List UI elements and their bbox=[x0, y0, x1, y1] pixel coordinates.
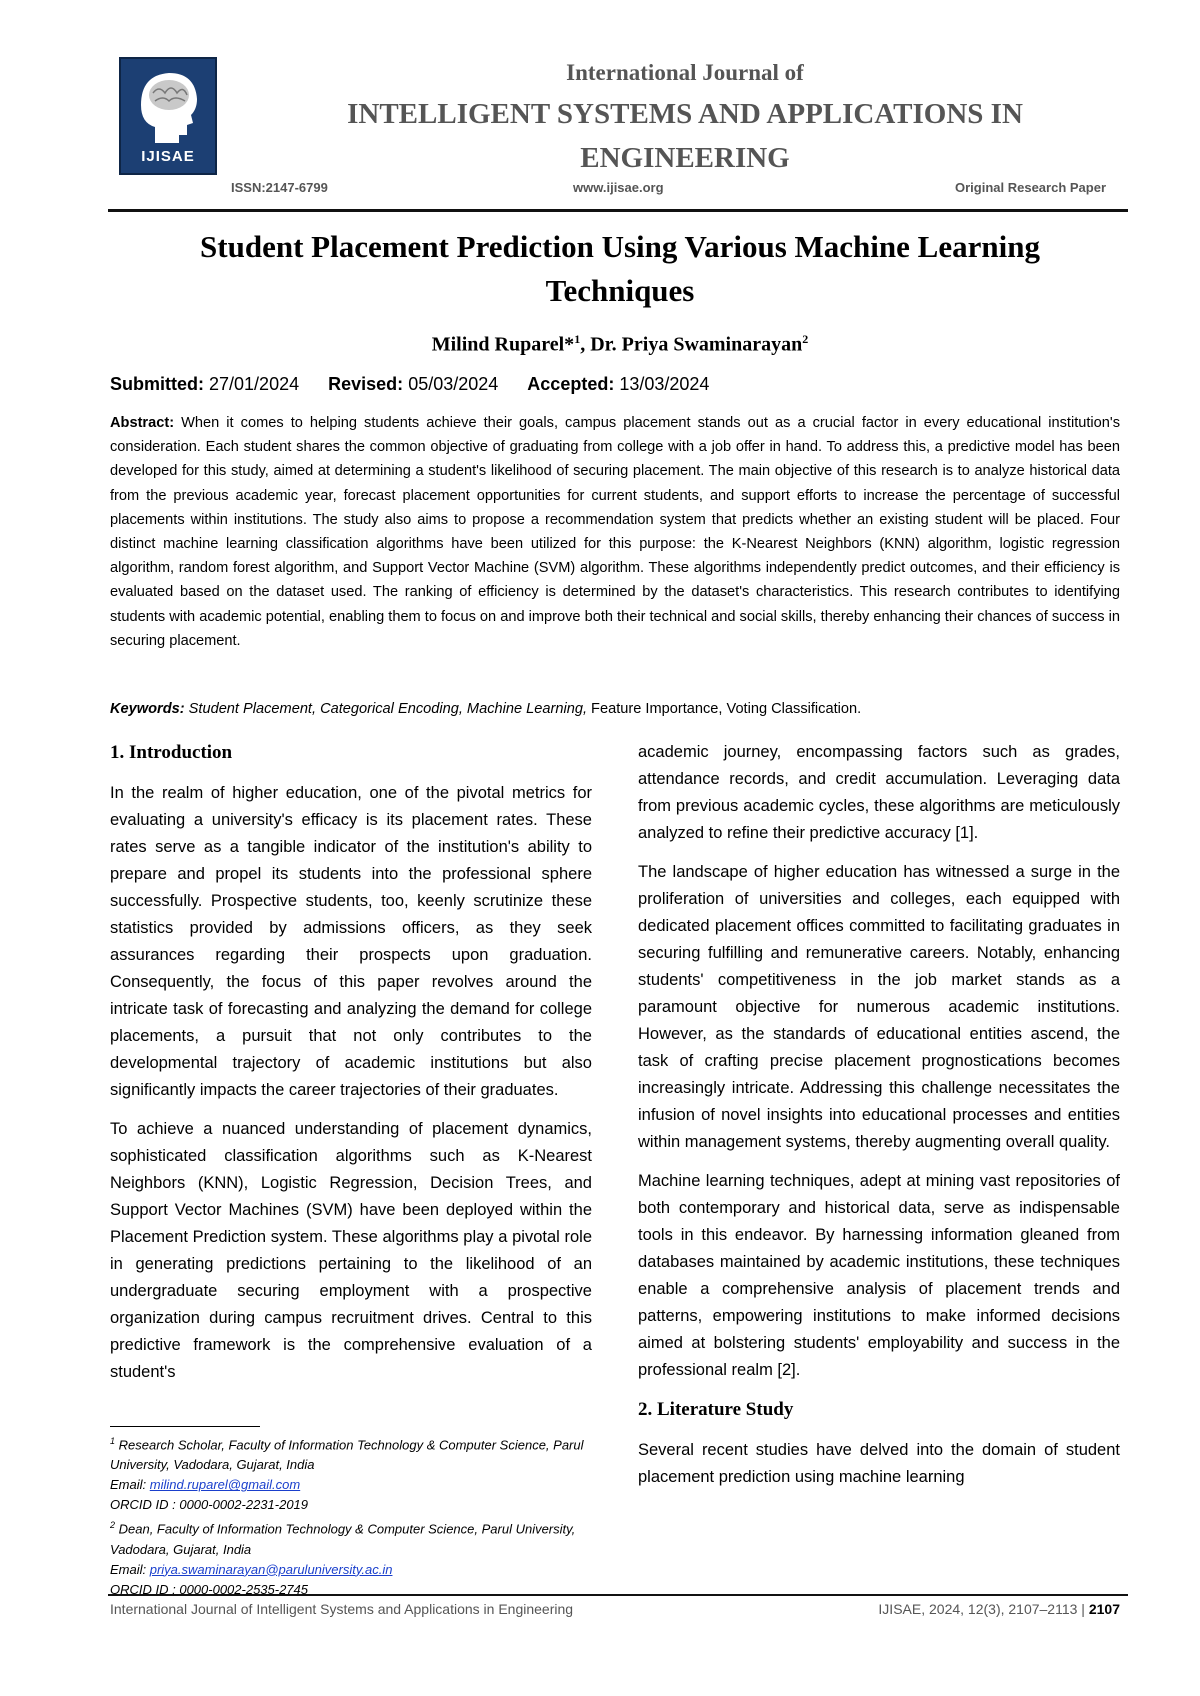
keywords-plain: Feature Importance, Voting Classification. bbox=[587, 701, 862, 717]
accepted-label: Accepted: bbox=[527, 374, 615, 394]
author-2-affiliation: 2 bbox=[802, 332, 809, 346]
authors bbox=[130, 332, 1110, 357]
author-2: Dr. Priya Swaminarayan bbox=[590, 333, 803, 356]
header-divider bbox=[108, 209, 1128, 212]
section-heading-literature-study: 2. Literature Study bbox=[638, 1399, 794, 1420]
footnote-2-email-line bbox=[110, 1560, 592, 1580]
brain-head-icon bbox=[135, 65, 203, 145]
footnote-divider bbox=[110, 1426, 260, 1427]
author-footnotes bbox=[110, 1426, 592, 1600]
page-number: 2107 bbox=[1088, 1601, 1120, 1617]
submitted-date: 27/01/2024 bbox=[209, 374, 300, 394]
accepted-date: 13/03/2024 bbox=[619, 374, 710, 394]
journal-logo bbox=[119, 57, 217, 175]
abstract-text: When it comes to helping students achieve their goals, campus placement stands out as a crucial factor in every educational institution's consideration. Each student shares the common objective of graduating from college with a job offer in hand. To address this, a predictive model has been developed for this study, aimed at determining a student's likelihood of securing placement. The main objective of this research is to analyze historical data from the previous academic year, forecast placement opportunities for current students, and support efforts to increase the percentage of successful placements within institutions. The study also aims to propose a recommendation system that predicts whether an existing student will be placed. Four distinct machine learning classification algorithms have been utilized for this purpose: the K-Nearest Neighbors (KNN) algorithm, logistic regression algorithm, random forest algorithm, and Support Vector Machine (SVM) algorithm. These algorithms independently predict outcomes, and their efficiency is evaluated based on the dataset used. The ranking of efficiency is determined by the dataset's characteristics. This research contributes to identifying students with academic potential, enabling them to focus on and improve both their technical and social skills, thereby enhancing their chances of success in securing placement. bbox=[110, 415, 1120, 649]
author-1: Milind Ruparel* bbox=[431, 333, 575, 356]
author-1-affiliation: 1 bbox=[574, 332, 581, 346]
footnote-1-affiliation: Research Scholar, Faculty of Information Technology & Computer Science, Parul University, Vadodara, Gujarat, India bbox=[110, 1437, 584, 1473]
intro-paragraph-3: academic journey, encompassing factors such as grades, attendance records, and credit accumulation. Leveraging data from previous academic cycles, these algorithms are meticulously analyzed to refine their predictive accuracy [1]. bbox=[638, 743, 1120, 842]
footnote-1-orcid: ORCID ID : 0000-0002-2231-2019 bbox=[110, 1497, 309, 1513]
abstract bbox=[110, 411, 1120, 653]
journal-title-line1: INTELLIGENT SYSTEMS AND APPLICATIONS IN bbox=[347, 98, 1023, 130]
journal-title bbox=[250, 92, 1120, 180]
footnote-1-email-link[interactable]: milind.ruparel@gmail.com bbox=[149, 1477, 301, 1493]
left-column bbox=[110, 739, 592, 1398]
keywords-italic: Student Placement, Categorical Encoding, Machine Learning, bbox=[188, 701, 587, 717]
right-column bbox=[638, 739, 1120, 1503]
footnote-2-affiliation: Dean, Faculty of Information Technology & Computer Science, Parul University, Vadodara, Gujarat, India bbox=[110, 1521, 576, 1557]
intro-paragraph-2: To achieve a nuanced understanding of placement dynamics, sophisticated classification algorithms such as K-Nearest Neighbors (KNN), Logistic Regression, Decision Trees, and Support Vector Machines (SVM) have been deployed within the Placement Prediction system. These algorithms play a pivotal role in generating predictions pertaining to the likelihood of an undergraduate securing employment with a prospective organization during campus recruitment drives. Central to this predictive framework is the comprehensive evaluation of a student's bbox=[110, 1120, 592, 1381]
footnote-2-marker: 2 bbox=[110, 1520, 116, 1531]
keywords bbox=[110, 701, 1120, 717]
logo-text: IJISAE bbox=[141, 148, 195, 165]
footer-citation-text: IJISAE, 2024, 12(3), 2107–2113 | bbox=[878, 1601, 1089, 1617]
footer-divider bbox=[108, 1594, 1128, 1596]
intro-paragraph-4: The landscape of higher education has witnessed a surge in the proliferation of universities and colleges, each equipped with dedicated placement offices committed to facilitating graduates in securing fulfilling and remunerative careers. Notably, enhancing students' competitiveness in the job market stands as a paramount objective for numerous academic institutions. However, as the standards of educational entities ascend, the task of crafting precise placement prognostications becomes increasingly intricate. Addressing this challenge necessitates the infusion of novel insights into educational processes and entities within management systems, thereby augmenting overall quality. bbox=[638, 863, 1120, 1151]
paper-title bbox=[130, 225, 1110, 313]
intro-paragraph-1: In the realm of higher education, one of the pivotal metrics for evaluating a university's efficacy is its placement rates. These rates serve as a tangible indicator of the institution's ability to prepare and propel its students into the professional sphere successfully. Prospective students, too, keenly scrutinize these statistics provided by admissions officers, as they seek assurances regarding their prospects upon graduation. Consequently, the focus of this paper revolves around the intricate task of forecasting and analyzing the demand for college placements, a pursuit that not only contributes to the developmental trajectory of academic institutions but also significantly impacts the career trajectories of their graduates. bbox=[110, 784, 592, 1099]
journal-name-prefix: International Journal of bbox=[566, 60, 804, 85]
revised-label: Revised: bbox=[328, 374, 404, 394]
submitted-label: Submitted: bbox=[110, 374, 204, 394]
intro-paragraph-5: Machine learning techniques, adept at mining vast repositories of both contemporary and historical data, serve as indispensable tools in this endeavor. By harnessing information gleaned from databases maintained by academic institutions, these techniques enable a comprehensive analysis of placement trends and patterns, empowering institutions to make informed decisions aimed at bolstering students' employability and success in the professional realm [2]. bbox=[638, 1172, 1120, 1379]
issn: ISSN:2147-6799 bbox=[231, 180, 328, 195]
abstract-label: Abstract: bbox=[110, 415, 175, 431]
paper-type: Original Research Paper bbox=[955, 180, 1107, 195]
journal-title-line2: ENGINEERING bbox=[580, 142, 790, 174]
footnote-2-orcid: ORCID ID : 0000-0002-2535-2745 bbox=[110, 1581, 309, 1597]
footer-journal-name: International Journal of Intelligent Systems and Applications in Engineering bbox=[110, 1601, 574, 1617]
keywords-label: Keywords: bbox=[110, 701, 185, 717]
paper-title-line2: Techniques bbox=[545, 273, 695, 308]
footnote-1-email-label: Email: bbox=[110, 1477, 150, 1493]
author-separator: , bbox=[580, 333, 591, 356]
submission-dates bbox=[110, 374, 709, 395]
section-heading-introduction: 1. Introduction bbox=[110, 742, 233, 763]
footnote-1 bbox=[110, 1431, 592, 1475]
footnote-2 bbox=[110, 1515, 592, 1559]
footnote-2-email-label: Email: bbox=[110, 1561, 150, 1577]
paper-title-line1: Student Placement Prediction Using Various Machine Learning bbox=[200, 229, 1040, 264]
footnote-1-marker: 1 bbox=[110, 1436, 116, 1446]
revised-date: 05/03/2024 bbox=[408, 374, 499, 394]
footnote-2-email-link[interactable]: priya.swaminarayan@paruluniversity.ac.in bbox=[149, 1561, 393, 1577]
footnote-1-email-line bbox=[110, 1475, 592, 1495]
literature-paragraph-1: Several recent studies have delved into the domain of student placement prediction using machine learning bbox=[638, 1441, 1120, 1486]
footer-citation bbox=[878, 1601, 1120, 1617]
journal-website[interactable]: www.ijisae.org bbox=[573, 180, 664, 195]
